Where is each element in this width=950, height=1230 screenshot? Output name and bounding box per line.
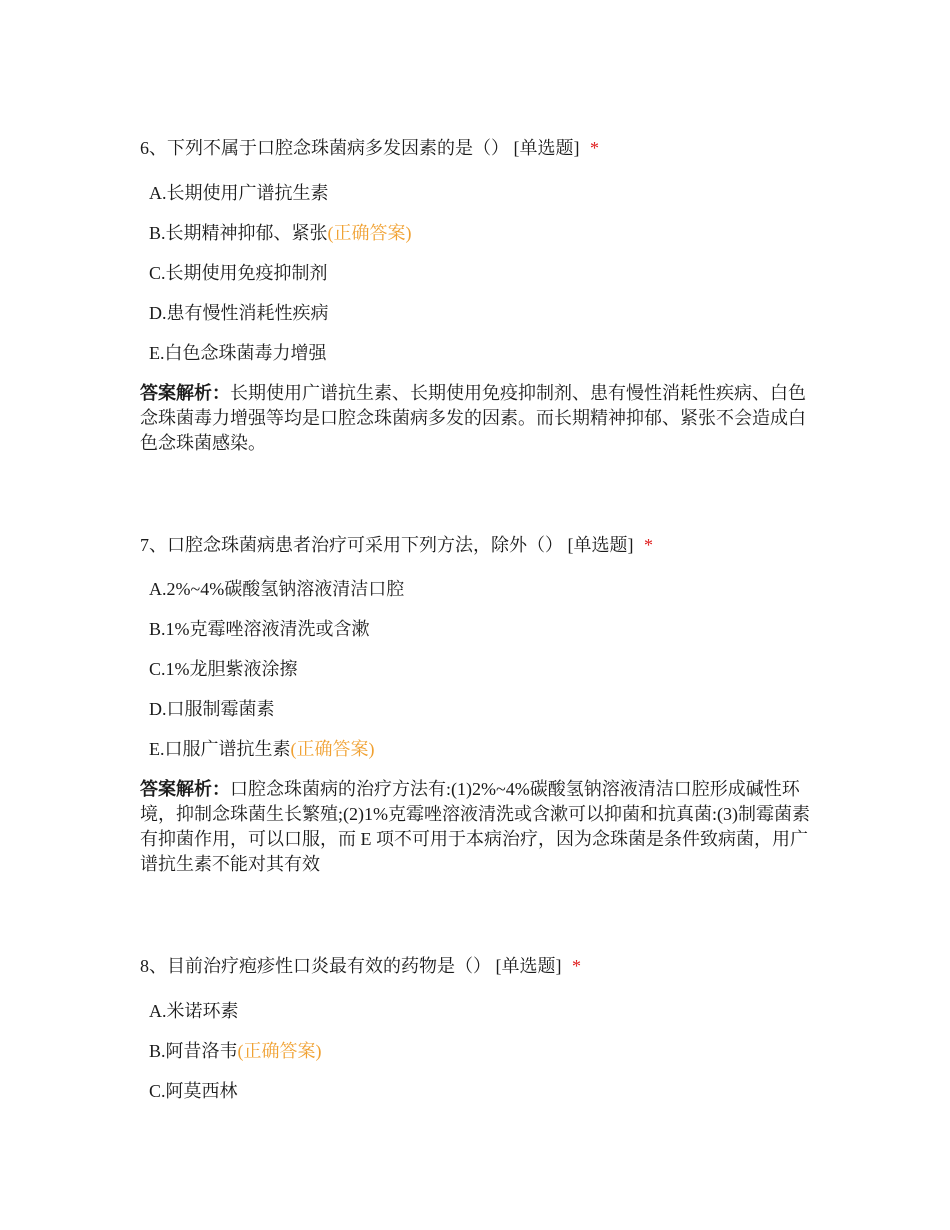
question-text: 8、目前治疗疱疹性口炎最有效的药物是（） [140,956,491,976]
option-text: C.长期使用免疫抑制剂 [149,263,328,283]
question-type: [单选题] [513,138,580,158]
option-c [149,261,328,285]
question-text: 7、口腔念珠菌病患者治疗可采用下列方法，除外（） [140,535,563,555]
answer-analysis [140,777,820,877]
correct-answer-tag: (正确答案) [327,223,412,243]
option-a [149,999,239,1023]
analysis-text: 长期使用广谱抗生素、长期使用免疫抑制剂、患有慢性消耗性疾病、白色念珠菌毒力增强等均是口腔念珠菌病多发的因素。而长期精神抑郁、紧张不会造成白色念珠菌感染。 [140,383,806,453]
question-title [140,533,820,557]
option-e [149,737,375,761]
analysis-label: 答案解析： [140,383,230,403]
option-e [149,341,327,365]
option-text: A.米诺环素 [149,1001,239,1021]
option-text: B.长期精神抑郁、紧张 [149,223,328,243]
option-a [149,577,404,601]
option-text: A.长期使用广谱抗生素 [149,183,329,203]
option-text: C.阿莫西林 [149,1081,238,1101]
option-text: C.1%龙胆紫液涂擦 [149,659,298,679]
question-type: [单选题] [567,535,634,555]
option-b [149,221,412,245]
option-text: B.阿昔洛韦 [149,1041,238,1061]
question-8 [140,954,820,1101]
option-b [149,1039,322,1063]
analysis-text: 口腔念珠菌病的治疗方法有:(1)2%~4%碳酸氢钠溶液清洁口腔形成碱性环境，抑制念珠菌生长繁殖;(2)1%克霉唑溶液清洗或含漱可以抑菌和抗真菌:(3)制霉菌素有抑菌作用，可以口服，而 E 项不可用于本病治疗，因为念珠菌是条件致病菌，用广谱抗生素不能对其有效 [140,779,810,874]
option-d [149,301,329,325]
analysis-label: 答案解析： [140,779,230,799]
required-marker: * [644,535,653,555]
option-d [149,697,275,721]
option-c [149,1079,238,1103]
option-c [149,657,298,681]
correct-answer-tag: (正确答案) [237,1041,322,1061]
answer-analysis [140,381,820,456]
option-text: E.口服广谱抗生素 [149,739,291,759]
question-7 [140,533,820,874]
option-text: D.患有慢性消耗性疾病 [149,303,329,323]
question-title [140,954,820,978]
option-a [149,181,329,205]
question-title [140,136,820,160]
option-b [149,617,370,641]
required-marker: * [572,956,581,976]
question-type: [单选题] [495,956,562,976]
option-text: D.口服制霉菌素 [149,699,275,719]
option-text: B.1%克霉唑溶液清洗或含漱 [149,619,370,639]
option-text: A.2%~4%碳酸氢钠溶液清洁口腔 [149,579,405,599]
question-text: 6、下列不属于口腔念珠菌病多发因素的是（） [140,138,509,158]
question-6 [140,136,820,453]
option-text: E.白色念珠菌毒力增强 [149,343,327,363]
correct-answer-tag: (正确答案) [290,739,375,759]
required-marker: * [590,138,599,158]
